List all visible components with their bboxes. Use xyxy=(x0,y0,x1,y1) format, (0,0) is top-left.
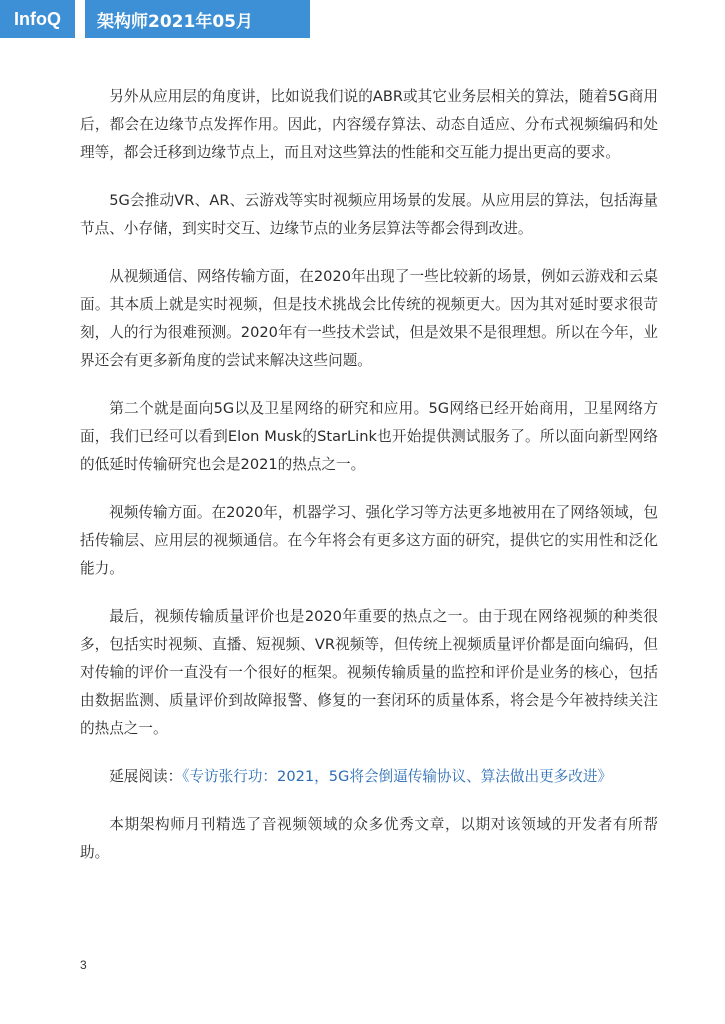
further-reading-label: 延展阅读： xyxy=(109,768,183,785)
further-reading xyxy=(80,763,658,791)
closing-paragraph: 本期架构师月刊精选了音视频领域的众多优秀文章，以期对该领域的开发者有所帮助。 xyxy=(80,816,658,861)
paragraph: 另外从应用层的角度讲，比如说我们说的ABR或其它业务层相关的算法，随着5G商用后，都会在边缘节点发挥作用。因此，内容缓存算法、动态自适应、分布式视频编码和处理等，都会迁移到边缘节点上，而且对这些算法的性能和交互能力提出更高的要求。 xyxy=(80,88,658,161)
issue-title: 架构师2021年05月 xyxy=(97,11,253,32)
further-reading-link[interactable]: 《专访张行功：2021，5G将会倒逼传输协议、算法做出更多改进》 xyxy=(182,768,613,785)
paragraph: 视频传输方面。在2020年，机器学习、强化学习等方法更多地被用在了网络领域，包括传输层、应用层的视频通信。在今年将会有更多这方面的研究，提供它的实用性和泛化能力。 xyxy=(80,504,658,577)
paragraph: 最后，视频传输质量评价也是2020年重要的热点之一。由于现在网络视频的种类很多，包括实时视频、直播、短视频、VR视频等，但传统上视频质量评价都是面向编码，但对传输的评价一直没有一个很好的框架。视频传输质量的监控和评价是业务的核心，包括由数据监测、质量评价到故障报警、修复的一套闭环的质量体系，将会是今年被持续关注的热点之一。 xyxy=(80,608,658,737)
paragraph: 5G会推动VR、AR、云游戏等实时视频应用场景的发展。从应用层的算法，包括海量节点、小存储，到实时交互、边缘节点的业务层算法等都会得到改进。 xyxy=(80,192,658,237)
article-body xyxy=(80,83,658,887)
page-number: 3 xyxy=(80,958,87,972)
issue-title-banner xyxy=(85,0,310,38)
paragraph: 从视频通信、网络传输方面，在2020年出现了一些比较新的场景，例如云游戏和云桌面。其本质上就是实时视频，但是技术挑战会比传统的视频更大。因为其对延时要求很苛刻，人的行为很难预测。2020年有一些技术尝试，但是效果不是很理想。所以在今年，业界还会有更多新角度的尝试来解决这些问题。 xyxy=(80,268,658,369)
brand-logo xyxy=(0,0,75,38)
paragraph: 第二个就是面向5G以及卫星网络的研究和应用。5G网络已经开始商用，卫星网络方面，我们已经可以看到Elon Musk的StarLink也开始提供测试服务了。所以面向新型网络的低延时传输研究也会是2021的热点之一。 xyxy=(80,400,658,473)
brand-name: InfoQ xyxy=(14,8,61,29)
